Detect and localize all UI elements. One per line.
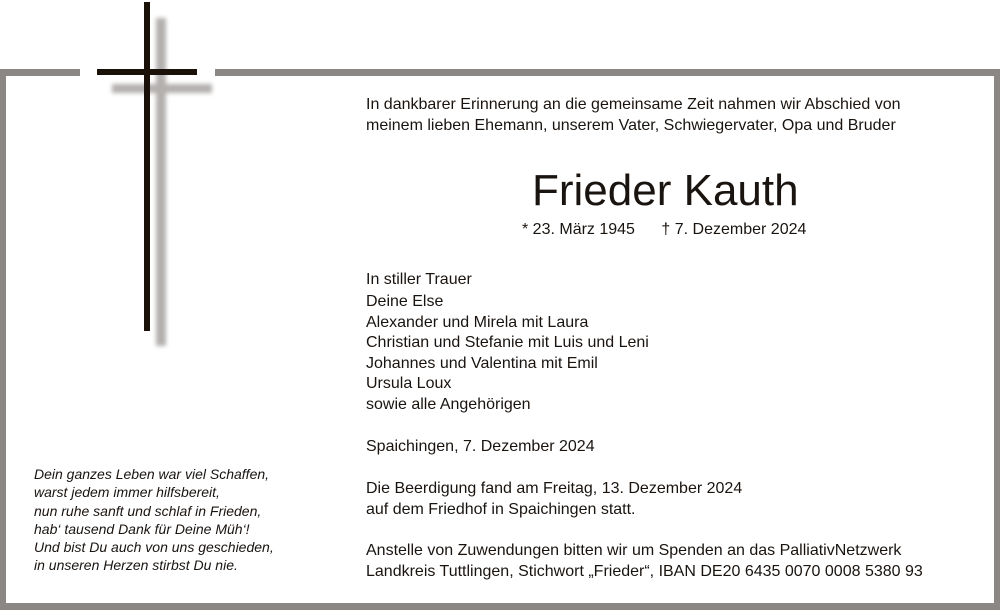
cross-shadow-vertical [156, 18, 166, 346]
mourners-list [366, 292, 649, 415]
mourning-heading: In stiller Trauer [366, 271, 472, 288]
birth-date: * 23. März 1945 [522, 221, 635, 238]
poem-line: Dein ganzes Leben war viel Schaffen, [34, 466, 270, 482]
mourner: Deine Else [366, 293, 444, 310]
intro-line: In dankbarer Erinnerung an die gemeinsame Zeit nahmen wir Abschied von [366, 96, 901, 113]
funeral-info [366, 479, 742, 520]
cross-vertical-bar [144, 2, 150, 331]
life-dates [522, 221, 806, 239]
mourner: Johannes und Valentina mit Emil [366, 354, 598, 372]
deceased-name: Frieder Kauth [532, 166, 799, 215]
intro-text [366, 95, 901, 136]
death-date: 7. Dezember 2024 [674, 221, 807, 238]
cross-horizontal-bar [97, 69, 197, 75]
poem-line: Und bist Du auch von uns geschieden, [34, 539, 274, 556]
mourner: sowie alle Angehörigen [366, 395, 531, 413]
mourner: Ursula Loux [366, 375, 452, 392]
death-cross-icon: † [661, 221, 671, 238]
poem [34, 465, 274, 575]
intro-line: meinem lieben Ehemann, unserem Vater, Schwiegervater, Opa und Bruder [366, 116, 896, 134]
funeral-line: auf dem Friedhof in Spaichingen statt. [366, 500, 636, 518]
frame-border-left [0, 69, 6, 610]
mourner: Alexander und Mirela mit Laura [366, 313, 589, 331]
frame-border-bottom [0, 603, 1000, 610]
donation-line: Anstelle von Zuwendungen bitten wir um Spenden an das PalliativNetzwerk [366, 542, 902, 559]
donation-info [366, 541, 923, 582]
funeral-line: Die Beerdigung fand am Freitag, 13. Dezember 2024 [366, 480, 743, 497]
poem-line: in unseren Herzen stirbst Du nie. [34, 557, 238, 574]
donation-line: Landkreis Tuttlingen, Stichwort „Frieder“, IBAN DE20 6435 0070 0008 5380 93 [366, 562, 923, 580]
place-date: Spaichingen, 7. Dezember 2024 [366, 438, 595, 455]
frame-border-right [994, 69, 1000, 610]
poem-line: nun ruhe sanft und schlaf in Frieden, [34, 502, 262, 519]
poem-line: warst jedem immer hilfsbereit, [34, 484, 220, 501]
cross-shadow-horizontal [112, 84, 212, 93]
mourner: Christian und Stefanie mit Luis und Leni [366, 334, 649, 351]
frame-border-top-right [215, 69, 1000, 76]
poem-line: hab‘ tausend Dank für Deine Müh‘! [34, 520, 250, 537]
frame-border-top-left [0, 69, 80, 76]
